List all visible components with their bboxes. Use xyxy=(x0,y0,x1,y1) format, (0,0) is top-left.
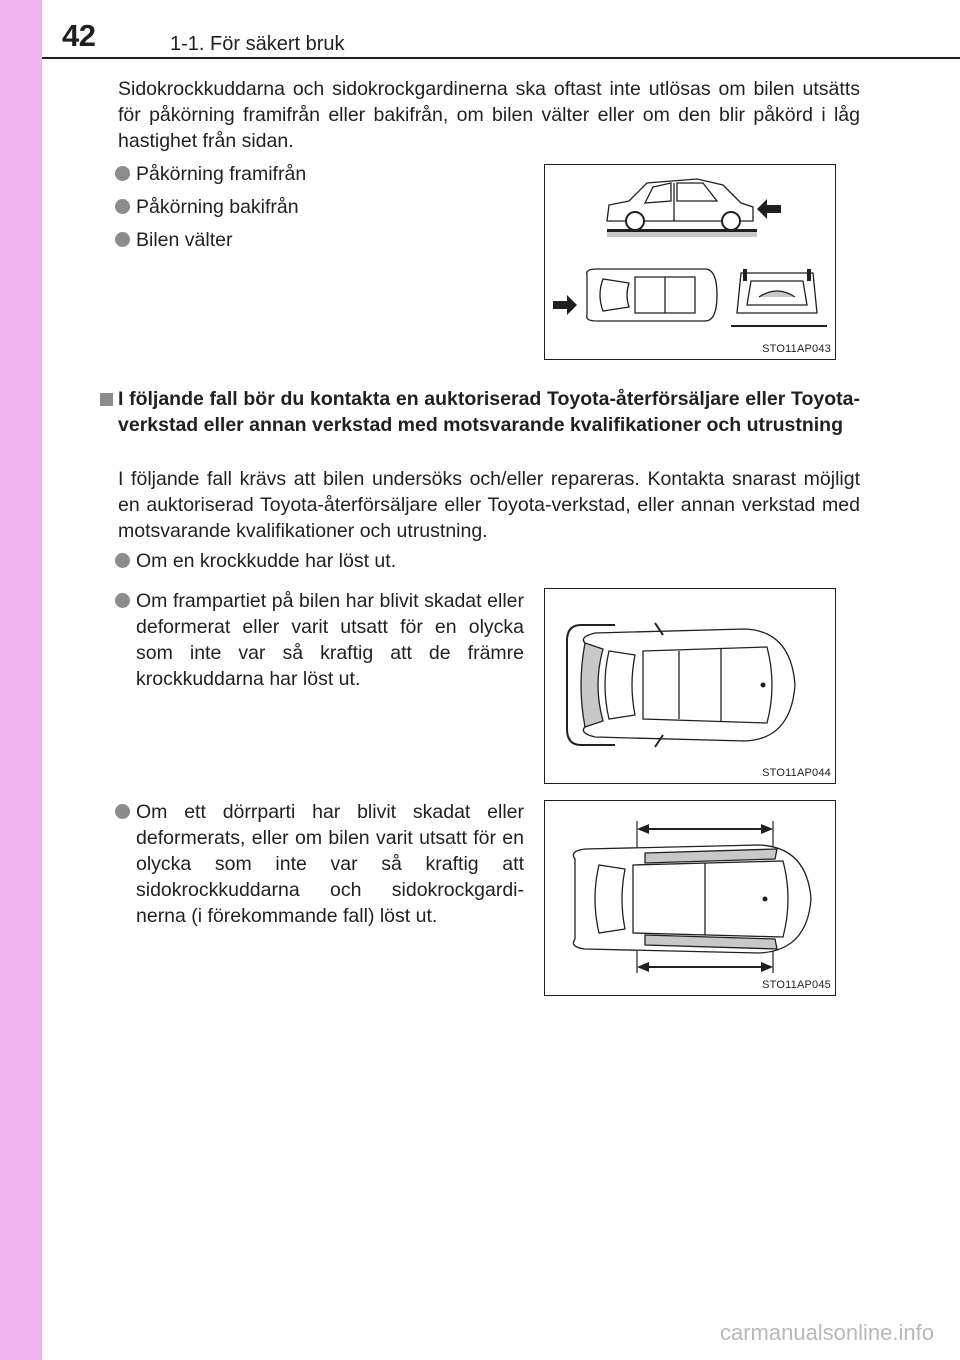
section-title: 1-1. För säkert bruk xyxy=(170,33,345,55)
list-item-label: Om en krockkudde har löst ut. xyxy=(136,550,397,572)
list-item xyxy=(136,799,524,929)
list-item xyxy=(136,588,524,692)
bullet-icon xyxy=(115,553,130,568)
car-collision-illustration xyxy=(545,165,835,359)
figure-collision-types xyxy=(544,164,836,360)
figure-code: STO11AP044 xyxy=(762,767,831,779)
list-item-label: Om frampartiet på bilen har blivit skadat eller deformerat eller varit utsatt för en olycka som inte var så kraftig att de främre krockkuddarna har löst ut. xyxy=(136,590,524,690)
bullet-icon xyxy=(115,232,130,247)
list-item-label: Påkörning framifrån xyxy=(136,163,307,185)
figure-code: STO11AP043 xyxy=(762,343,831,355)
header-rule xyxy=(42,57,960,59)
intro-paragraph: Sidokrockkuddarna och sidokrockgardinerna ska oftast inte utlösas om bilen utsätts för påkörning framifrån eller bakifrån, om bilen välter eller om den blir påkörd i låg hastighet från sidan. xyxy=(118,78,860,152)
bullet-icon xyxy=(115,166,130,181)
list-item-label: Påkörning bakifrån xyxy=(136,196,299,218)
list-item-label: Om ett dörrparti har blivit skadat eller deformerats, eller om bilen varit utsatt för en olycka som inte var så kraftig att sidokrockkuddarna och sidokrockgardi-nerna (i förekommande fall) löst ut. xyxy=(136,801,524,927)
car-top-view-illustration xyxy=(545,801,835,995)
page-number: 42 xyxy=(62,18,96,53)
bullet-icon xyxy=(115,804,130,819)
list-item xyxy=(136,548,396,574)
section-marker-icon xyxy=(100,393,113,406)
section-heading: I följande fall bör du kontakta en auktoriserad Toyota-återförsäljare eller Toyota-verkstad eller annan verkstad med motsvarande kvalifikationer och utrustning xyxy=(118,388,860,436)
side-color-strip xyxy=(0,0,42,1360)
figure-door-damage xyxy=(544,800,836,996)
list-item-label: Bilen välter xyxy=(136,229,233,251)
watermark: carmanualsonline.info xyxy=(719,1320,934,1345)
section-paragraph: I följande fall krävs att bilen undersöks och/eller repareras. Kontakta snarast möjligt en auktoriserad Toyota-återförsäljare eller Toyota-verkstad, eller annan verkstad med motsvarande kvalifikationer och utrustning. xyxy=(118,468,860,542)
bullet-icon xyxy=(115,199,130,214)
car-top-view-illustration xyxy=(545,589,835,783)
figure-code: STO11AP045 xyxy=(762,979,831,991)
bullet-icon xyxy=(115,593,130,608)
figure-front-damage xyxy=(544,588,836,784)
list-item xyxy=(136,227,232,253)
list-item xyxy=(136,161,306,187)
list-item xyxy=(136,194,299,220)
